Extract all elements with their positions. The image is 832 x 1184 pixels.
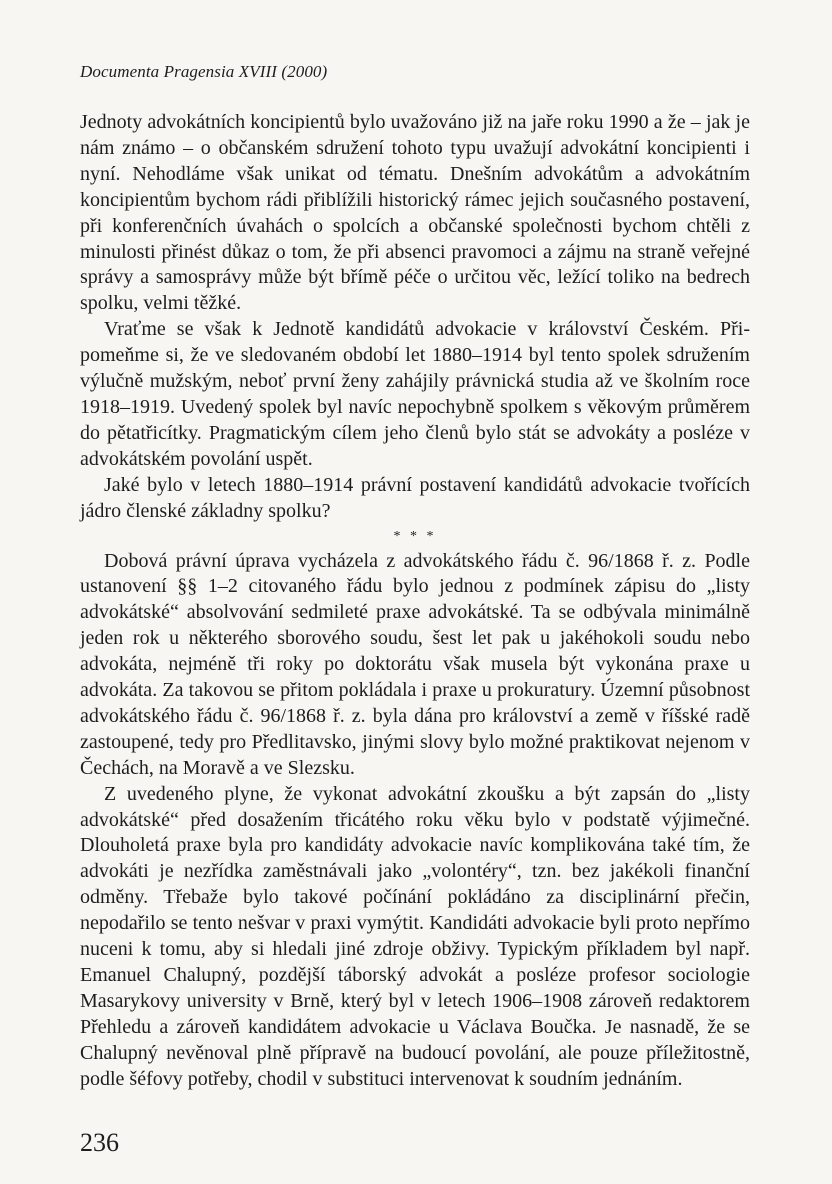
paragraph-3: Jaké bylo v letech 1880–1914 právní postavení kandidátů advokacie tvořících jádro členské základny spolku? — [80, 473, 750, 522]
page-body — [80, 110, 750, 1093]
paragraph-1: Jednoty advokátních koncipientů bylo uvažováno již na jaře roku 1990 a že – jak je nám známo – o občanském sdružení tohoto typu uvažují advokátní koncipienti i nyní. Nehodláme však unikat od tématu. Dnešním advokátům a advokátním koncipientům bychom rádi přiblížili historický rámec jejich současného postavení, při konferenčních úvahách o spolcích a občanské společnosti bychom chtěli z minulosti přinést důkaz o tom, že při absenci pravomoci a zájmu na straně veřejné správy a samosprávy může být břímě péče o určitou věc, ležící toliko na bedrech spolku, velmi těžké. — [80, 111, 750, 315]
page-number: 236 — [80, 1128, 119, 1157]
section-break-ornament: * * * — [393, 528, 437, 544]
paragraph-2: Vraťme se však k Jednotě kandidátů advokacie v království Českém. Připomeňme si, že ve sledovaném období let 1880–1914 byl tento spolek sdružením výlučně mužským, neboť první ženy zahájily právnická studia až ve školním roce 1918–1919. Uvedený spolek byl navíc nepochybně spolkem s věkovým průměrem do pětatřicítky. Pragmatickým cílem jeho členů bylo stát se advokáty a posléze v advokátském povolání uspět. — [80, 318, 750, 470]
paragraph-5: Z uvedeného plyne, že vykonat advokátní zkoušku a být zapsán do „listy advokátské“ před dosažením třicátého roku věku bylo v podstatě výjimečné. Dlouholetá praxe byla pro kandidáty advokacie navíc komplikována také tím, že advokáti je nezřídka zaměstnávali jako „volontéry“, tzn. bez jakékoli finanční odměny. Třebaže bylo takové počínání pokládáno za disciplinární přečin, nepodařilo se tento nešvar v praxi vymýtit. Kandidáti advokacie byli proto nepřímo nuceni k tomu, aby si hledali jiné zdroje obživy. Typickým příkladem byl např. Emanuel Chalupný, pozdější táborský advokát a posléze profesor sociologie Masarykovy university v Brně, který byl v letech 1906–1908 zároveň redaktorem Přehledu a zároveň kandidátem advokacie u Václava Boučka. Je nasnadě, že se Chalupný nevěnoval plně přípravě na budoucí povolání, ale pouze příležitostně, podle šéfovy potřeby, chodil v substituci intervenovat k soudním jednáním. — [80, 782, 750, 1090]
running-header: Documenta Pragensia XVIII (2000) — [80, 62, 328, 81]
paragraph-4: Dobová právní úprava vycházela z advokátského řádu č. 96/1868 ř. z. Podle ustanovení §§ 1–2 citovaného řádu bylo jednou z podmínek zápisu do „listy advokátské“ absolvování sedmileté praxe advokátské. Ta se odbývala minimálně jeden rok u některého sborového soudu, šest let pak u jakéhokoli soudu nebo advokáta, nejméně tři roky po doktorátu však musela být vykonána praxe u advokáta. Za takovou se přitom pokládala i praxe u prokuratury. Územní působnost advokátského řádu č. 96/1868 ř. z. byla dána pro království a země v říšské radě zastoupené, tedy pro Předlitavsko, jinými slovy bylo možné praktikovat nejenom v Čechách, na Moravě a ve Slezsku. — [80, 549, 750, 779]
